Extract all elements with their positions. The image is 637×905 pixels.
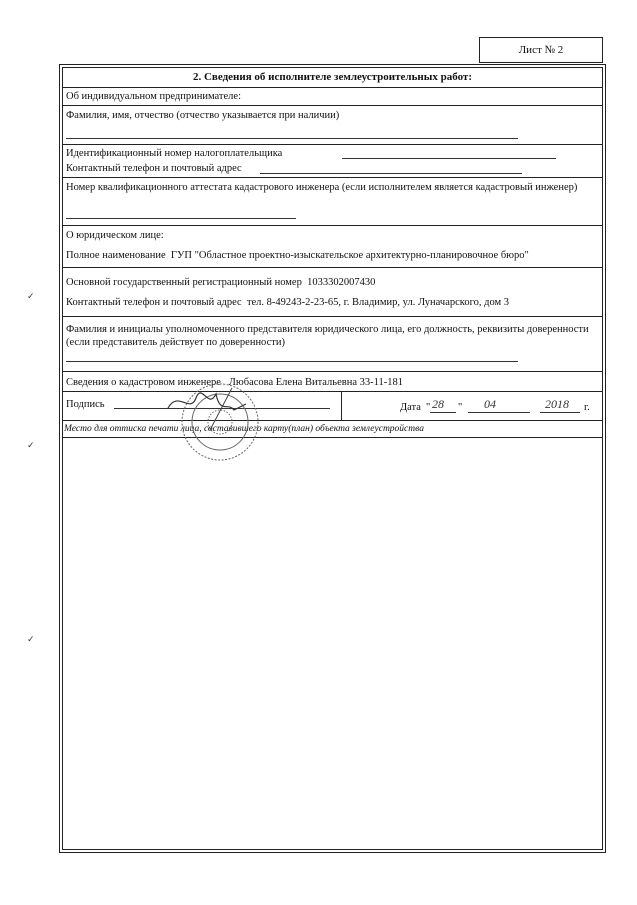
legal-contact-value: тел. 8-49243-2-23-65, г. Владимир, ул. Луначарского, дом 3	[246, 297, 510, 308]
legal-fullname-value: ГУП "Областное проектно-изыскательское архитектурно-планировочное бюро"	[170, 250, 529, 261]
section-title: 2. Сведения об исполнителе землеустроительных работ:	[192, 71, 472, 83]
sheet-number: Лист № 2	[518, 44, 564, 56]
individual-inn-label: Идентификационный номер налогоплательщика	[66, 148, 283, 159]
legal-header: О юридическом лице:	[66, 230, 164, 241]
inn-fill-line	[342, 158, 556, 159]
legal-fullname-label: Полное наименование	[66, 250, 166, 261]
individual-contact-label: Контактный телефон и почтовый адрес	[66, 163, 242, 174]
date-day: 28	[432, 397, 444, 411]
divider	[62, 316, 603, 317]
engineer-label: Сведения о кадастровом инженере	[66, 377, 221, 388]
divider	[62, 177, 603, 178]
legal-ogrn-row	[66, 276, 375, 289]
margin-mark: ✓	[27, 291, 35, 301]
divider	[62, 144, 603, 145]
individual-certificate-label: Номер квалификационного аттестата кадастрового инженера (если исполнителем является кадастровый инженер)	[66, 182, 578, 193]
date-year: 2018	[545, 397, 569, 411]
date-month: 04	[484, 397, 496, 411]
stamp-note: Место для оттиска печати лица, составившего карту(план) объекта землеустройства	[64, 424, 424, 434]
legal-fullname-row	[66, 249, 529, 262]
divider	[62, 87, 603, 88]
date-year-line	[540, 412, 580, 413]
date-month-line	[468, 412, 530, 413]
fio-fill-line	[66, 138, 518, 139]
divider	[62, 371, 603, 372]
divider	[62, 225, 603, 226]
divider	[62, 391, 603, 392]
date-separator	[341, 391, 342, 420]
seal-and-signature	[150, 380, 300, 470]
engineer-value: Любасова Елена Витальевна 33-11-181	[228, 377, 403, 388]
legal-ogrn-value: 1033302007430	[307, 277, 376, 288]
legal-contact-label: Контактный телефон и почтовый адрес	[66, 297, 242, 308]
margin-mark: ✓	[27, 440, 35, 450]
date-label: Дата	[400, 402, 421, 413]
legal-ogrn-label: Основной государственный регистрационный номер	[66, 277, 302, 288]
round-seal-icon	[182, 384, 258, 460]
date-suffix: г.	[584, 402, 590, 413]
sheet-number-box	[479, 37, 603, 63]
individual-header: Об индивидуальном предпринимателе:	[66, 91, 241, 102]
contact-fill-line	[260, 173, 522, 174]
date-day-line	[430, 412, 456, 413]
signature-scribble-icon	[168, 393, 246, 410]
individual-fio-label: Фамилия, имя, отчество (отчество указывается при наличии)	[66, 110, 340, 121]
legal-representative-label: Фамилия и инициалы уполномоченного представителя юридического лица, его должность, реквизиты доверенности (если представитель действует по доверенности)	[66, 324, 589, 348]
divider	[62, 267, 603, 268]
signature-label: Подпись	[66, 399, 105, 410]
margin-mark: ✓	[27, 634, 35, 644]
divider	[62, 105, 603, 106]
divider	[62, 420, 603, 421]
legal-contact-row	[66, 296, 509, 309]
representative-fill-line	[66, 361, 518, 362]
certificate-fill-line	[66, 218, 296, 219]
date-quote-close: "	[458, 402, 463, 413]
divider	[62, 437, 603, 438]
date-quote-open: "	[426, 402, 431, 413]
